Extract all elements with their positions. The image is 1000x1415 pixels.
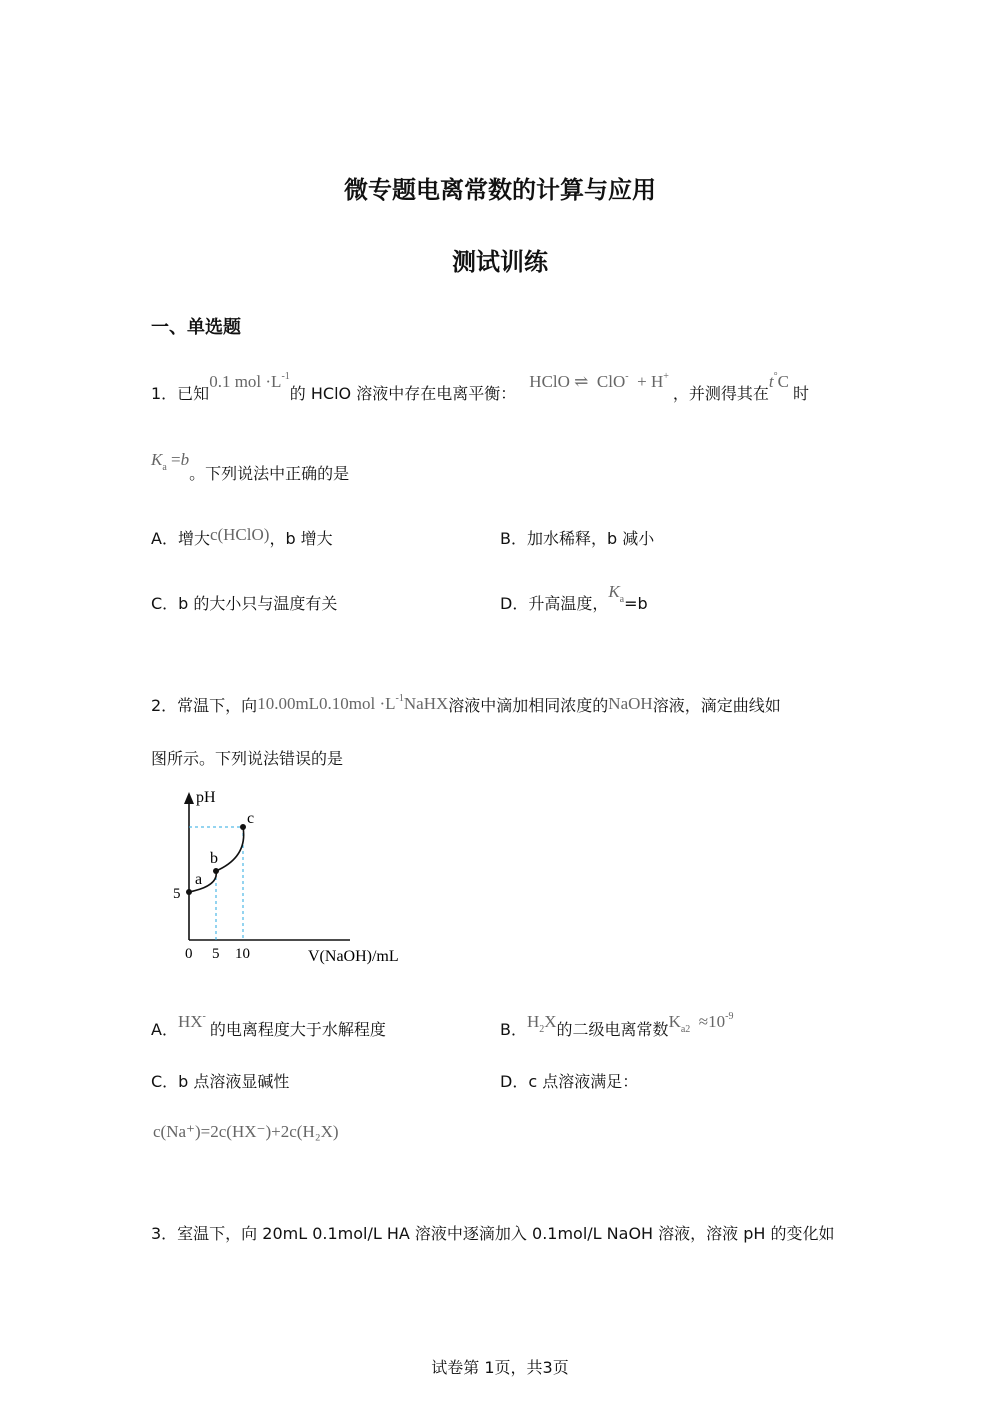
y-axis-arrow — [184, 792, 194, 804]
point-b — [213, 868, 219, 874]
point-a — [186, 889, 192, 895]
y-tick-label: 5 — [173, 886, 181, 902]
page-subtitle: 测试训练 — [452, 248, 548, 276]
x-tick-label: 5 — [212, 946, 220, 962]
q2-option-b[interactable]: B．$H_2X$的二级电离常数$K_{a2} \approx 10^{-9}$ — [500, 1011, 734, 1039]
y-axis-label: pH — [196, 789, 216, 806]
page-title: 微专题电离常数的计算与应用 — [344, 176, 656, 204]
titration-curve-chart — [160, 780, 430, 970]
x-tick-label: 10 — [235, 946, 250, 962]
x-tick-label: 0 — [185, 946, 193, 962]
page-footer: 试卷第 1页，共3页 — [431, 1358, 569, 1377]
point-label-b: b — [210, 850, 218, 867]
point-label-a: a — [195, 871, 203, 888]
question-3-line-1: 3．室温下，向 20mL 0.1mol/L HA 溶液中逐滴加入 0.1mol/L NaOH 溶液，溶液 pH 的变化如 — [151, 1224, 835, 1243]
q2-option-d-formula: c(Na⁺)=2c(HX⁻)+2c(H₂X) — [153, 1122, 339, 1141]
question-1-line-1: 1．已知0.1 mol $\cdot L^{-1}$的 HClO 溶液中存在电离平衡： HClO ⇌ ClO- + H+，并测得其在t°C时 — [151, 371, 809, 403]
section-heading: 一、单选题 — [151, 317, 241, 338]
point-c — [240, 824, 246, 830]
x-axis-label: V(NaOH)/mL — [308, 948, 399, 965]
q2-option-a[interactable]: A．HX-的电离程度大于水解程度 — [151, 1011, 386, 1039]
equilibrium-equation: HClO ⇌ ClO- + H+ — [529, 371, 669, 391]
q1-option-d[interactable]: D．升高温度，$K_a=b$ — [500, 582, 648, 613]
question-2-line-1: 2．常温下，向$10.00mL0.10mol \cdot L^{-1}NaHX$溶液中滴加相同浓度的NaOH溶液，滴定曲线如 — [151, 693, 781, 715]
q1-option-a[interactable]: A．增大c(HClO)，b 增大 — [151, 525, 333, 548]
q2-option-d[interactable]: D．c 点溶液满足： — [500, 1072, 639, 1091]
question-2-line-2: 图所示。下列说法错误的是 — [151, 749, 344, 768]
q2-option-c[interactable]: C．b 点溶液显碱性 — [151, 1072, 290, 1091]
q1-option-b[interactable]: B．加水稀释，b 减小 — [500, 529, 655, 548]
q1-option-c[interactable]: C．b 的大小只与温度有关 — [151, 594, 338, 613]
point-label-c: c — [247, 810, 255, 827]
question-1-line-2: $K_a =b$。下列说法中正确的是 — [151, 450, 350, 483]
